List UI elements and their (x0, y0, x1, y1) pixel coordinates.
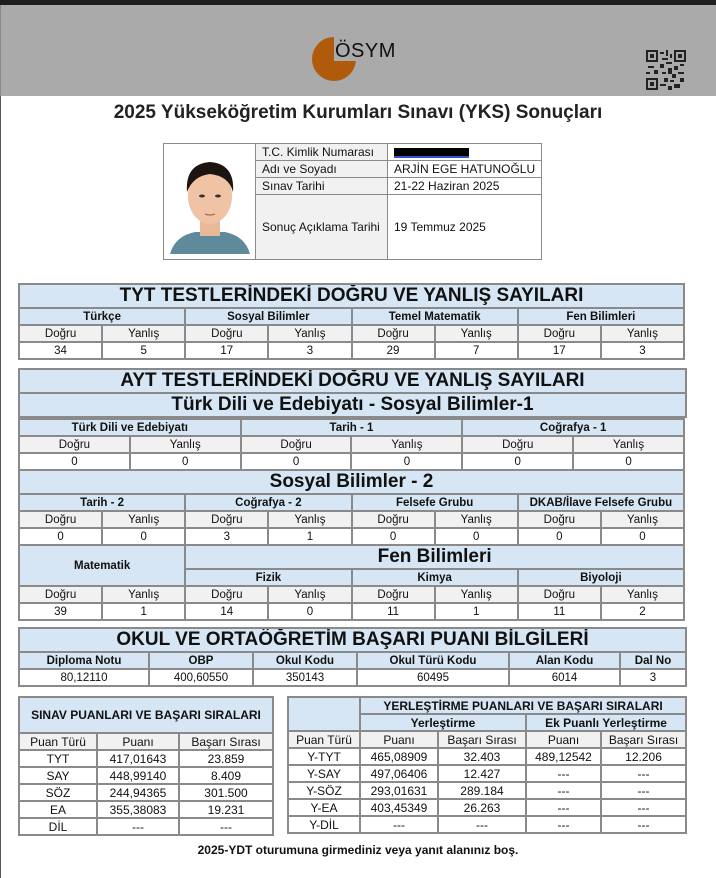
okul-value: 60495 (357, 669, 509, 686)
dogru-value: 0 (19, 453, 130, 470)
subject-header: Temel Matematik (352, 308, 518, 325)
puan-turu: Y-SÖZ (288, 782, 360, 799)
yanlis-label: Yanlış (351, 436, 462, 453)
dogru-label: Doğru (19, 436, 130, 453)
okul-value: 6014 (509, 669, 620, 686)
table-row (19, 784, 273, 801)
dogru-label: Doğru (352, 511, 435, 528)
subject-header: Coğrafya - 1 (462, 419, 684, 436)
dogru-label: Doğru (518, 325, 601, 342)
ayt-table (18, 368, 687, 418)
puan: 403,45349 (360, 799, 438, 816)
okul-header: Okul Türü Kodu (357, 652, 509, 669)
column-header: Puanı (97, 733, 179, 750)
dogru-label: Doğru (518, 511, 601, 528)
basari-sirasi: 12.427 (438, 765, 526, 782)
ek-basari-sirasi: --- (601, 765, 686, 782)
table-row (19, 767, 273, 784)
puan-turu: Y-EA (288, 799, 360, 816)
ayt-mat-fen-table (18, 544, 685, 621)
okul-value: 400,60550 (149, 669, 253, 686)
basari-sirasi: --- (179, 818, 273, 835)
yanlis-label: Yanlış (268, 325, 351, 342)
okul-header: Dal No (620, 652, 686, 669)
yanlis-label: Yanlış (268, 511, 351, 528)
yanlis-label: Yanlış (130, 436, 241, 453)
table-row (288, 748, 686, 765)
dogru-value: 29 (352, 342, 435, 359)
table-row (19, 818, 273, 835)
puan: 497,06406 (360, 765, 438, 782)
dogru-value: 3 (185, 528, 268, 545)
yanlis-label: Yanlış (435, 325, 518, 342)
name-label: Adı ve Soyadı (256, 161, 388, 178)
yanlis-value: 3 (601, 342, 684, 359)
yanlis-value: 0 (573, 453, 684, 470)
subject-header: Tarih - 1 (241, 419, 463, 436)
puan-turu: SÖZ (19, 784, 97, 801)
ek-puan: --- (526, 799, 601, 816)
subject-header: Türk Dili ve Edebiyatı (19, 419, 241, 436)
empty-header (288, 697, 360, 731)
redacted-id (394, 148, 469, 158)
dogru-value: 0 (241, 453, 352, 470)
dogru-value: 17 (185, 342, 268, 359)
yanlis-value: 5 (102, 342, 185, 359)
puan: 244,94365 (97, 784, 179, 801)
ek-puan: --- (526, 765, 601, 782)
basari-sirasi: --- (438, 816, 526, 833)
puan-turu: SAY (19, 767, 97, 784)
photo-cell (164, 144, 256, 260)
okul-value: 80,12110 (19, 669, 149, 686)
yanlis-label: Yanlış (573, 436, 684, 453)
ayt-title: AYT TESTLERİNDEKİ DOĞRU VE YANLIŞ SAYILARI (19, 369, 686, 393)
yanlis-value: 1 (102, 603, 185, 620)
table-row (288, 816, 686, 833)
dogru-label: Doğru (241, 436, 352, 453)
puan-turu: DİL (19, 818, 97, 835)
dogru-value: 11 (352, 603, 435, 620)
column-header: Puanı (526, 731, 601, 748)
dogru-label: Doğru (462, 436, 573, 453)
dogru-label: Doğru (19, 511, 102, 528)
dogru-value: 0 (19, 528, 102, 545)
yanlis-label: Yanlış (102, 586, 185, 603)
yanlis-value: 0 (435, 528, 518, 545)
okul-value: 350143 (253, 669, 357, 686)
exam-date-value: 21-22 Haziran 2025 (388, 178, 542, 195)
subject-header: Fen Bilimleri (518, 308, 684, 325)
yanlis-value: 0 (102, 528, 185, 545)
puan: 293,01631 (360, 782, 438, 799)
yanlis-value: 1 (268, 528, 351, 545)
column-header: Başarı Sırası (601, 731, 686, 748)
tyt-title: TYT TESTLERİNDEKİ DOĞRU VE YANLIŞ SAYILARI (19, 284, 684, 308)
puan: 355,38083 (97, 801, 179, 818)
dogru-label: Doğru (185, 586, 268, 603)
sinav-puanlari-table (18, 696, 274, 836)
dogru-value: 34 (19, 342, 102, 359)
dogru-label: Doğru (352, 586, 435, 603)
subject-header: Türkçe (19, 308, 185, 325)
candidate-photo (165, 144, 255, 259)
dogru-label: Doğru (352, 325, 435, 342)
column-header: Puanı (360, 731, 438, 748)
subject-header: Fizik (185, 569, 351, 586)
table-row (288, 799, 686, 816)
puan: --- (360, 816, 438, 833)
ek-puanli-group: Ek Puanlı Yerleştirme (526, 714, 686, 731)
puan-turu: Y-DİL (288, 816, 360, 833)
basari-sirasi: 301.500 (179, 784, 273, 801)
yanlis-value: 3 (268, 342, 351, 359)
puan-turu: TYT (19, 750, 97, 767)
okul-header: Okul Kodu (253, 652, 357, 669)
dogru-value: 0 (352, 528, 435, 545)
okul-header: Alan Kodu (509, 652, 620, 669)
ayt-section2-table (18, 469, 685, 546)
osym-logo-text: ÖSYM (335, 40, 396, 62)
yerlestirme-group: Yerleştirme (360, 714, 526, 731)
puan-turu: Y-TYT (288, 748, 360, 765)
ayt-section1-title: Türk Dili ve Edebiyatı - Sosyal Bilimler-1 (19, 393, 686, 417)
matematik-header: Matematik (19, 545, 185, 586)
basari-sirasi: 26.263 (438, 799, 526, 816)
ek-basari-sirasi: --- (601, 782, 686, 799)
ek-puan: --- (526, 782, 601, 799)
exam-date-label: Sınav Tarihi (256, 178, 388, 195)
yerlestirme-table (287, 696, 687, 834)
dogru-label: Doğru (19, 325, 102, 342)
subject-header: Felsefe Grubu (352, 494, 518, 511)
puan-turu: Y-SAY (288, 765, 360, 782)
ek-puan: 489,12542 (526, 748, 601, 765)
result-date-value: 19 Temmuz 2025 (388, 195, 542, 260)
ayt-section1-table (18, 418, 685, 471)
dogru-value: 0 (518, 528, 601, 545)
column-header: Puan Türü (19, 733, 97, 750)
yanlis-label: Yanlış (435, 511, 518, 528)
okul-title: OKUL VE ORTAÖĞRETİM BAŞARI PUANI BİLGİLERİ (19, 628, 686, 652)
ek-basari-sirasi: --- (601, 816, 686, 833)
yanlis-value: 0 (351, 453, 462, 470)
dogru-value: 0 (462, 453, 573, 470)
puan: --- (97, 818, 179, 835)
column-header: Başarı Sırası (179, 733, 273, 750)
yerlestirme-title: YERLEŞTİRME PUANLARI VE BAŞARI SIRALARI (360, 697, 686, 714)
basari-sirasi: 32.403 (438, 748, 526, 765)
basari-sirasi: 19.231 (179, 801, 273, 818)
subject-header: DKAB/İlave Felsefe Grubu (518, 494, 684, 511)
column-header: Başarı Sırası (438, 731, 526, 748)
okul-header: Diploma Notu (19, 652, 149, 669)
subject-header: Tarih - 2 (19, 494, 185, 511)
id-label: T.C. Kimlik Numarası (256, 144, 388, 161)
okul-header: OBP (149, 652, 253, 669)
dogru-value: 11 (518, 603, 601, 620)
ayt-section2-title: Sosyal Bilimler - 2 (19, 470, 684, 494)
subject-header: Sosyal Bilimler (185, 308, 351, 325)
subject-header: Coğrafya - 2 (185, 494, 351, 511)
yanlis-label: Yanlış (102, 325, 185, 342)
qr-code-icon (646, 50, 686, 90)
dogru-value: 17 (518, 342, 601, 359)
yanlis-value: 0 (601, 528, 684, 545)
basari-sirasi: 8.409 (179, 767, 273, 784)
dogru-label: Doğru (19, 586, 102, 603)
yanlis-value: 2 (601, 603, 684, 620)
table-row (19, 801, 273, 818)
id-value (388, 144, 542, 161)
subject-header: Biyoloji (518, 569, 684, 586)
table-row (19, 750, 273, 767)
okul-value: 3 (620, 669, 686, 686)
yanlis-label: Yanlış (601, 586, 684, 603)
dogru-label: Doğru (185, 511, 268, 528)
name-value: ARJİN EGE HATUNOĞLU (388, 161, 542, 178)
puan: 465,08909 (360, 748, 438, 765)
yanlis-value: 0 (130, 453, 241, 470)
okul-table (18, 627, 687, 687)
yanlis-value: 0 (268, 603, 351, 620)
puan-turu: EA (19, 801, 97, 818)
tyt-table (18, 283, 685, 360)
sinav-title: SINAV PUANLARI VE BAŞARI SIRALARI (19, 697, 273, 733)
yanlis-value: 7 (435, 342, 518, 359)
dogru-label: Doğru (185, 325, 268, 342)
puan: 417,01643 (97, 750, 179, 767)
ek-basari-sirasi: --- (601, 799, 686, 816)
yanlis-label: Yanlış (435, 586, 518, 603)
yanlis-label: Yanlış (102, 511, 185, 528)
yanlis-label: Yanlış (601, 511, 684, 528)
table-row (288, 765, 686, 782)
footer-note: 2025-YDT oturumuna girmediniz veya yanıt alanınız boş. (197, 843, 519, 857)
basari-sirasi: 289.184 (438, 782, 526, 799)
subject-header: Kimya (352, 569, 518, 586)
result-date-label: Sonuç Açıklama Tarihi (256, 195, 388, 260)
puan: 448,99140 (97, 767, 179, 784)
page-edge (0, 96, 1, 878)
yanlis-label: Yanlış (601, 325, 684, 342)
yanlis-value: 1 (435, 603, 518, 620)
ek-basari-sirasi: 12.206 (601, 748, 686, 765)
yanlis-label: Yanlış (268, 586, 351, 603)
dogru-value: 39 (19, 603, 102, 620)
dogru-label: Doğru (518, 586, 601, 603)
column-header: Puan Türü (288, 731, 360, 748)
dogru-value: 14 (185, 603, 268, 620)
osym-header (0, 5, 716, 96)
ek-puan: --- (526, 816, 601, 833)
page-title: 2025 Yükseköğretim Kurumları Sınavı (YKS) Sonuçları (113, 102, 603, 123)
table-row (288, 782, 686, 799)
basari-sirasi: 23.859 (179, 750, 273, 767)
identity-table (163, 143, 542, 260)
fen-title: Fen Bilimleri (185, 545, 684, 569)
